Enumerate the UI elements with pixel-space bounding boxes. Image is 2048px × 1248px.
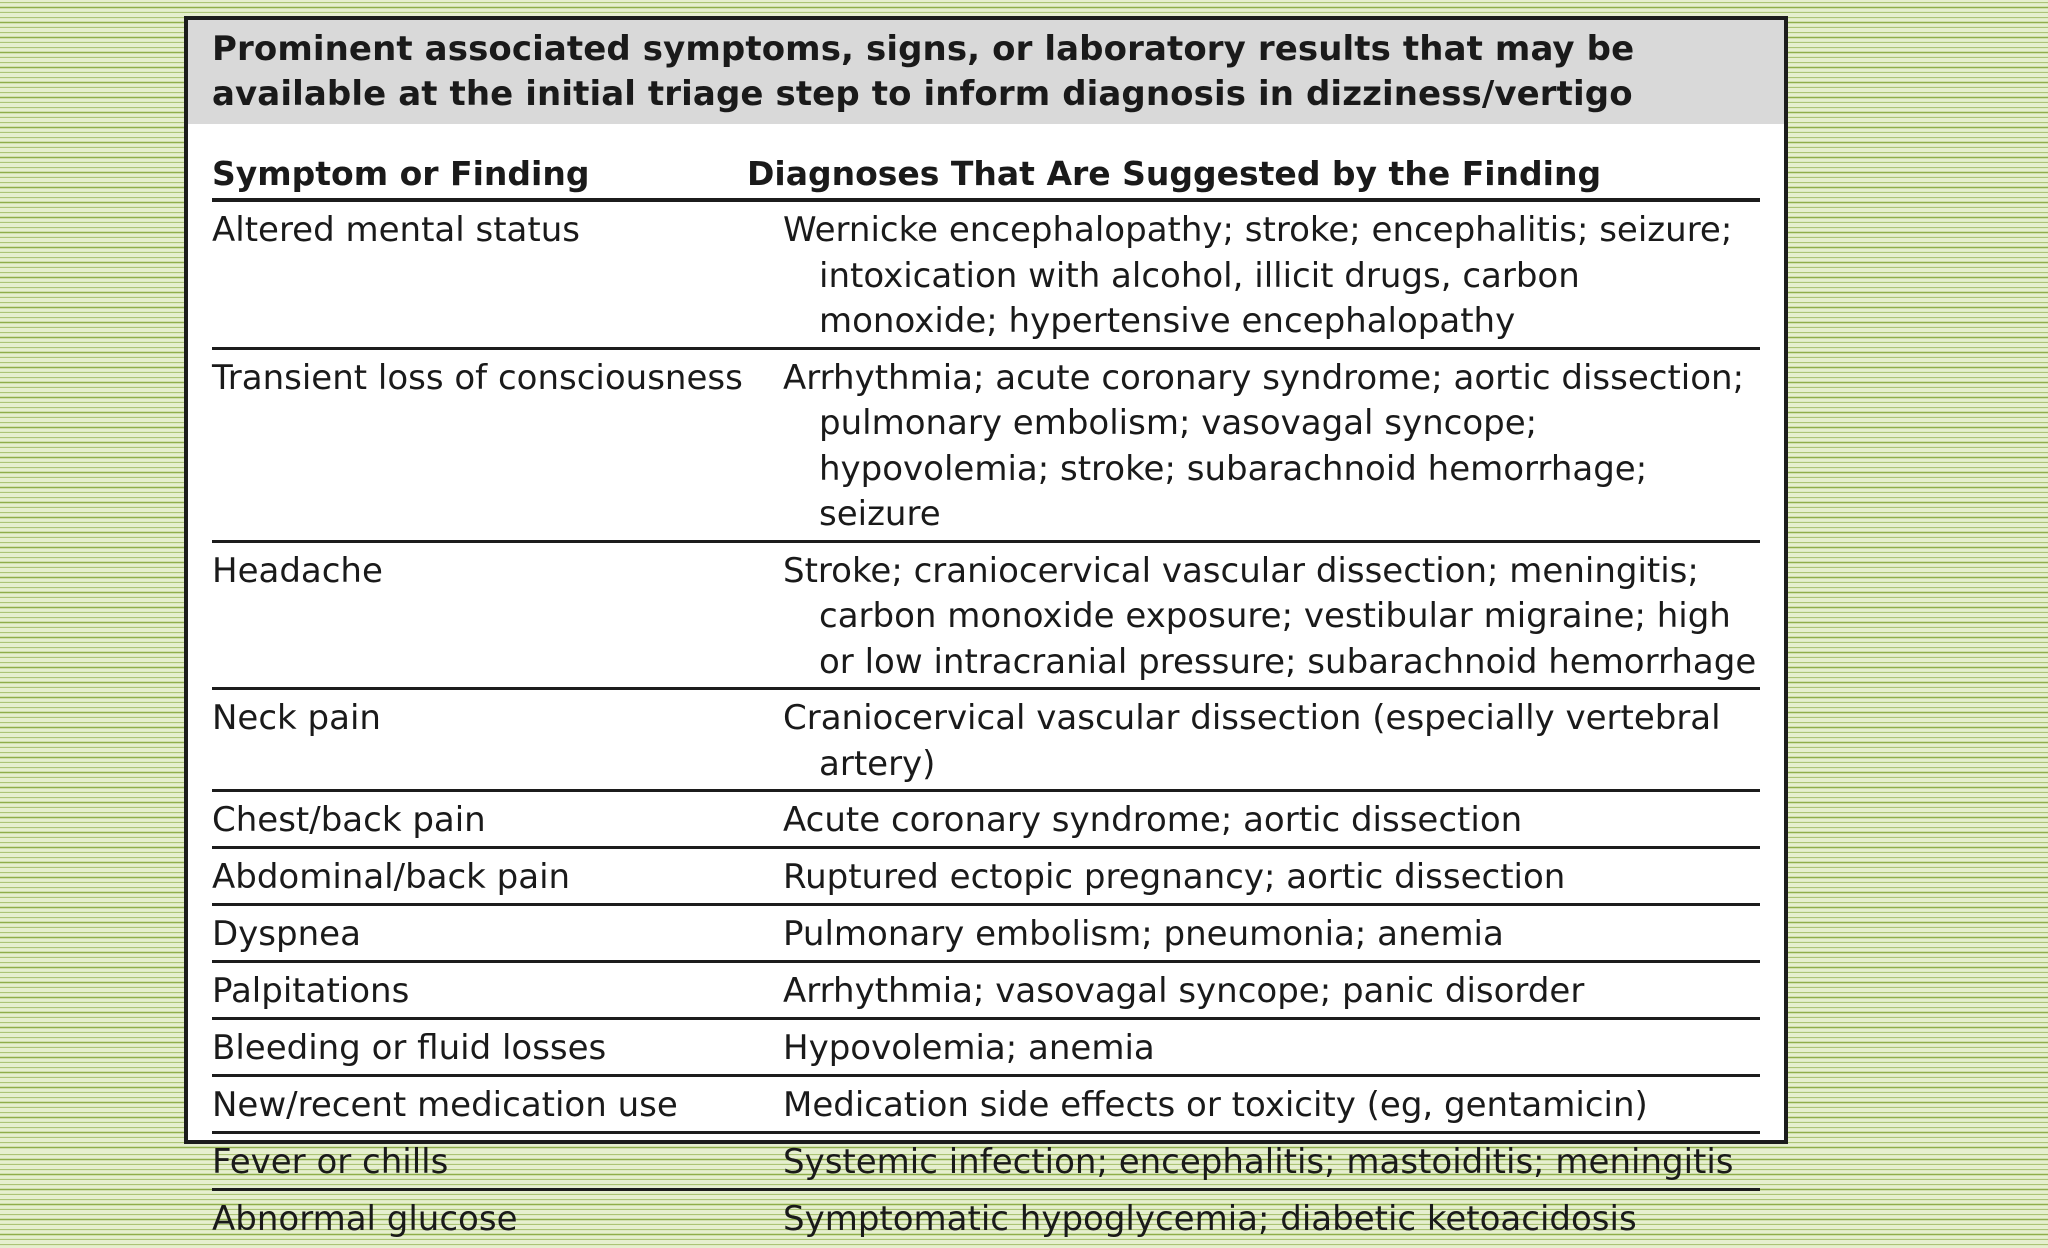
table-caption-bar [188, 20, 1784, 124]
diagnoses-cell: Ruptured ectopic pregnancy; aortic dissection [783, 857, 1566, 897]
finding-cell: Abnormal glucose [212, 1199, 518, 1239]
table-row [212, 202, 1760, 350]
column-header-diagnoses: Diagnoses That Are Suggested by the Finding [747, 154, 1602, 193]
table-row [212, 543, 1760, 691]
finding-cell: Fever or chills [212, 1142, 449, 1182]
diagnoses-cell: Arrhythmia; acute coronary syndrome; aortic dissection; pulmonary embolism; vasovagal syncope; hypovolemia; stroke; subarachnoid hemorrhage; seizure [783, 357, 1745, 534]
table-caption: Prominent associated symptoms, signs, or laboratory results that may be available at the initial triage step to inform diagnosis in dizziness/vertigo [212, 29, 1635, 114]
finding-cell: Headache [212, 550, 383, 591]
diagnoses-cell: Pulmonary embolism; pneumonia; anemia [783, 914, 1504, 954]
diagnoses-cell: Systemic infection; encephalitis; mastoiditis; meningitis [783, 1142, 1734, 1182]
table-row [212, 1020, 1760, 1077]
finding-cell: Abdominal/back pain [212, 857, 571, 897]
diagnoses-cell: Acute coronary syndrome; aortic dissection [783, 800, 1523, 840]
table-header-row [212, 134, 1760, 202]
finding-cell: Altered mental status [212, 210, 580, 250]
column-header-finding: Symptom or Finding [212, 154, 590, 193]
finding-cell: Dyspnea [212, 914, 361, 954]
diagnoses-cell: Craniocervical vascular dissection (especially vertebral artery) [783, 698, 1721, 784]
finding-cell: Neck pain [212, 698, 381, 738]
diagnoses-cell: Wernicke encephalopathy; stroke; encephalitis; seizure; intoxication with alcohol, illicit drugs, carbon monoxide; hypertensive encephalopathy [783, 210, 1733, 341]
diagnoses-cell: Symptomatic hypoglycemia; diabetic ketoacidosis [783, 1199, 1637, 1239]
finding-cell: Palpitations [212, 971, 410, 1011]
finding-cell: Bleeding or fluid losses [212, 1028, 607, 1068]
table-row [212, 690, 1760, 792]
table-row [212, 1077, 1760, 1134]
table-row [212, 963, 1760, 1020]
finding-cell: New/recent medication use [212, 1085, 678, 1125]
diagnoses-cell: Hypovolemia; anemia [783, 1028, 1155, 1068]
finding-cell: Transient loss of consciousness [212, 357, 743, 398]
table-row [212, 1134, 1760, 1191]
table-row [212, 1191, 1760, 1248]
slide-frame [184, 16, 1788, 1239]
table-row [212, 792, 1760, 849]
table-row [212, 906, 1760, 963]
diagnoses-cell: Stroke; craniocervical vascular dissection; meningitis; carbon monoxide exposure; vestibular migraine; high or low intracranial pressure; subarachnoid hemorrhage [783, 550, 1757, 682]
table-row [212, 849, 1760, 906]
findings-table [212, 134, 1760, 1248]
finding-cell: Chest/back pain [212, 800, 486, 840]
diagnoses-cell: Arrhythmia; vasovagal syncope; panic disorder [783, 971, 1585, 1011]
diagnoses-cell: Medication side effects or toxicity (eg, gentamicin) [783, 1085, 1648, 1125]
table-row [212, 350, 1760, 543]
